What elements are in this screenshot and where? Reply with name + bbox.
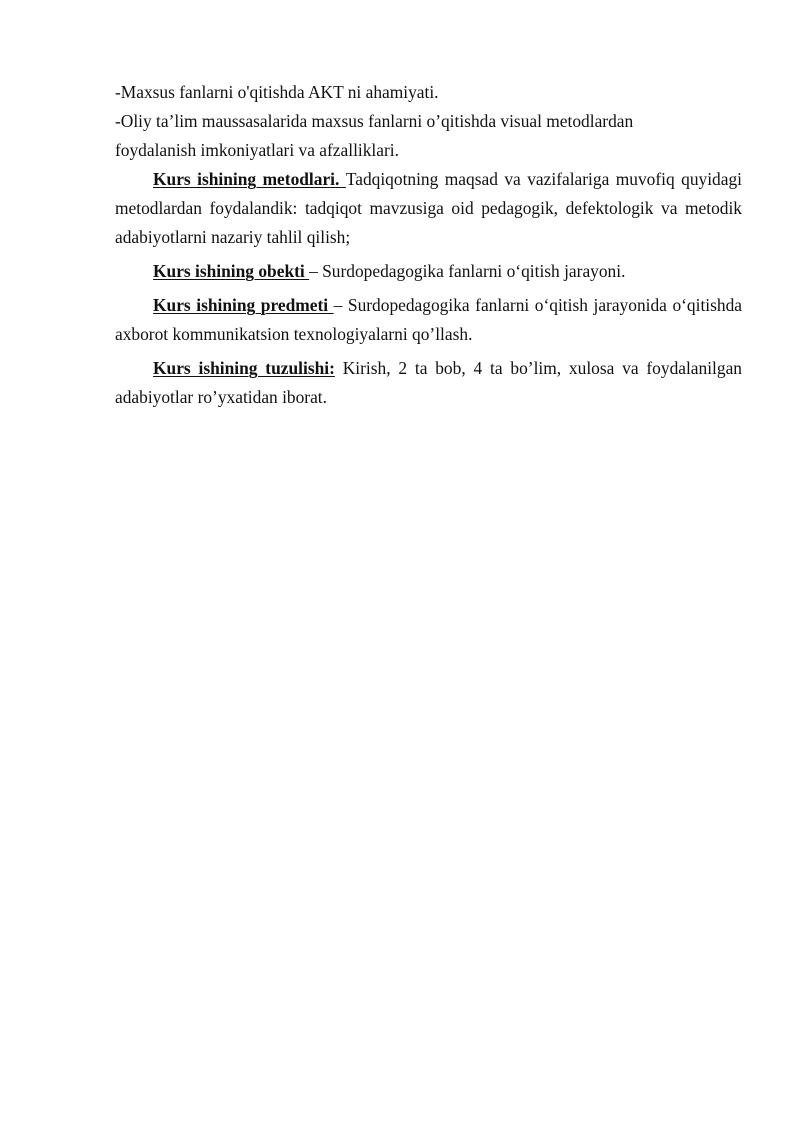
paragraph-subject xyxy=(115,291,742,349)
text-line-visual-methods: -Oliy ta’lim maussasalarida maxsus fanlarni o’qitishda visual metodlardan xyxy=(115,111,634,131)
structure-heading: Kurs ishining tuzulishi: xyxy=(153,358,335,378)
text-line-advantages: foydalanish imkoniyatlari va afzalliklari. xyxy=(115,140,399,160)
object-text: – Surdopedagogika fanlarni o‘qitish jarayoni. xyxy=(309,261,626,281)
methods-text: Tadqiqotning maqsad va vazifalariga muvofiq quyidagi metodlardan foydalandik: tadqiqot mavzusiga oid pedagogik, defektologik va metodik adabiyotlarni nazariy tahlil qilish; xyxy=(115,169,742,247)
document-body xyxy=(115,78,742,412)
paragraph-methods xyxy=(115,165,742,252)
paragraph-object xyxy=(115,257,742,286)
subject-text: – Surdopedagogika fanlarni o‘qitish jarayonida o‘qitishda axborot kommunikatsion texnologiyalarni qo’llash. xyxy=(115,295,742,344)
methods-heading: Kurs ishining metodlari. xyxy=(153,169,346,189)
object-heading: Kurs ishining obekti xyxy=(153,261,310,281)
paragraph-structure xyxy=(115,354,742,412)
structure-text: Kirish, 2 ta bob, 4 ta bo’lim, xulosa va foydalanilgan adabiyotlar ro’yxatidan iborat. xyxy=(115,358,742,407)
subject-heading: Kurs ishining predmeti xyxy=(153,295,334,315)
text-line-akt-importance: -Maxsus fanlarni o'qitishda AKT ni ahamiyati. xyxy=(115,82,439,102)
